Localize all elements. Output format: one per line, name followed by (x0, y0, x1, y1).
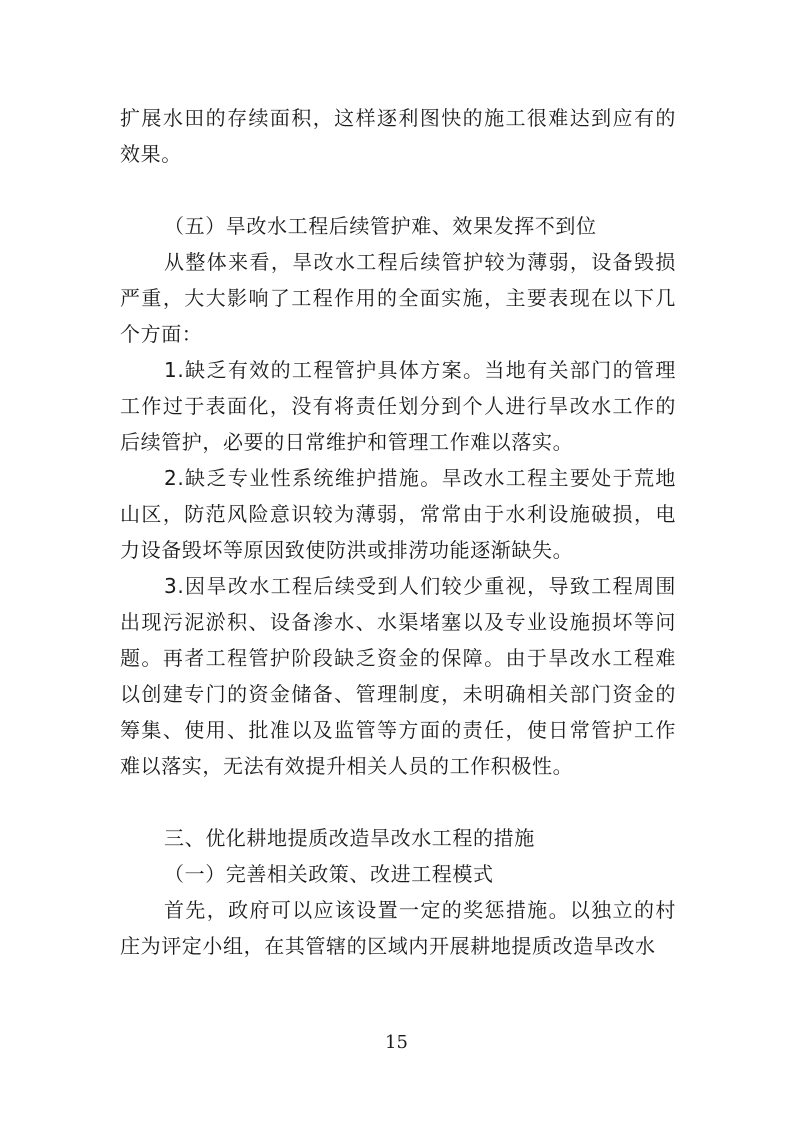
section-spacer (120, 172, 676, 208)
paragraph-measures: 首先，政府可以应该设置一定的奖惩措施。以独立的村庄为评定小组，在其管辖的区域内开展耕地提质改造旱改水 (120, 898, 676, 958)
paragraph-overview: 从整体来看，旱改水工程后续管护较为薄弱，设备毁损严重，大大影响了工程作用的全面实施，主要表现在以下几个方面： (120, 250, 676, 346)
list-item-1: 1.缺乏有效的工程管护具体方案。当地有关部门的管理工作过于表面化，没有将责任划分到个人进行旱改水工作的后续管护，必要的日常维护和管理工作难以落实。 (120, 358, 676, 454)
section-spacer (120, 784, 676, 820)
page-body (120, 100, 676, 964)
subsection-heading-1: （一）完善相关政策、改进工程模式 (164, 862, 494, 886)
page-number: 15 (385, 1032, 408, 1053)
list-item-2: 2.缺乏专业性系统维护措施。旱改水工程主要处于荒地山区，防范风险意识较为薄弱，常常由于水利设施破损，电力设备毁坏等原因致使防洪或排涝功能逐渐缺失。 (120, 466, 676, 562)
chapter-heading-3: 三、优化耕地提质改造旱改水工程的措施 (164, 826, 535, 850)
section-heading-5: （五）旱改水工程后续管护难、效果发挥不到位 (164, 214, 597, 238)
list-item-3: 3.因旱改水工程后续受到人们较少重视，导致工程周围出现污泥淤积、设备渗水、水渠堵塞以及专业设施损坏等问题。再者工程管护阶段缺乏资金的保障。由于旱改水工程难以创建专门的资金储备、管理制度，未明确相关部门资金的筹集、使用、批准以及监管等方面的责任，使日常管护工作难以落实，无法有效提升相关人员的工作积极性。 (120, 574, 676, 778)
paragraph-continuation: 扩展水田的存续面积，这样逐利图快的施工很难达到应有的效果。 (120, 106, 676, 166)
